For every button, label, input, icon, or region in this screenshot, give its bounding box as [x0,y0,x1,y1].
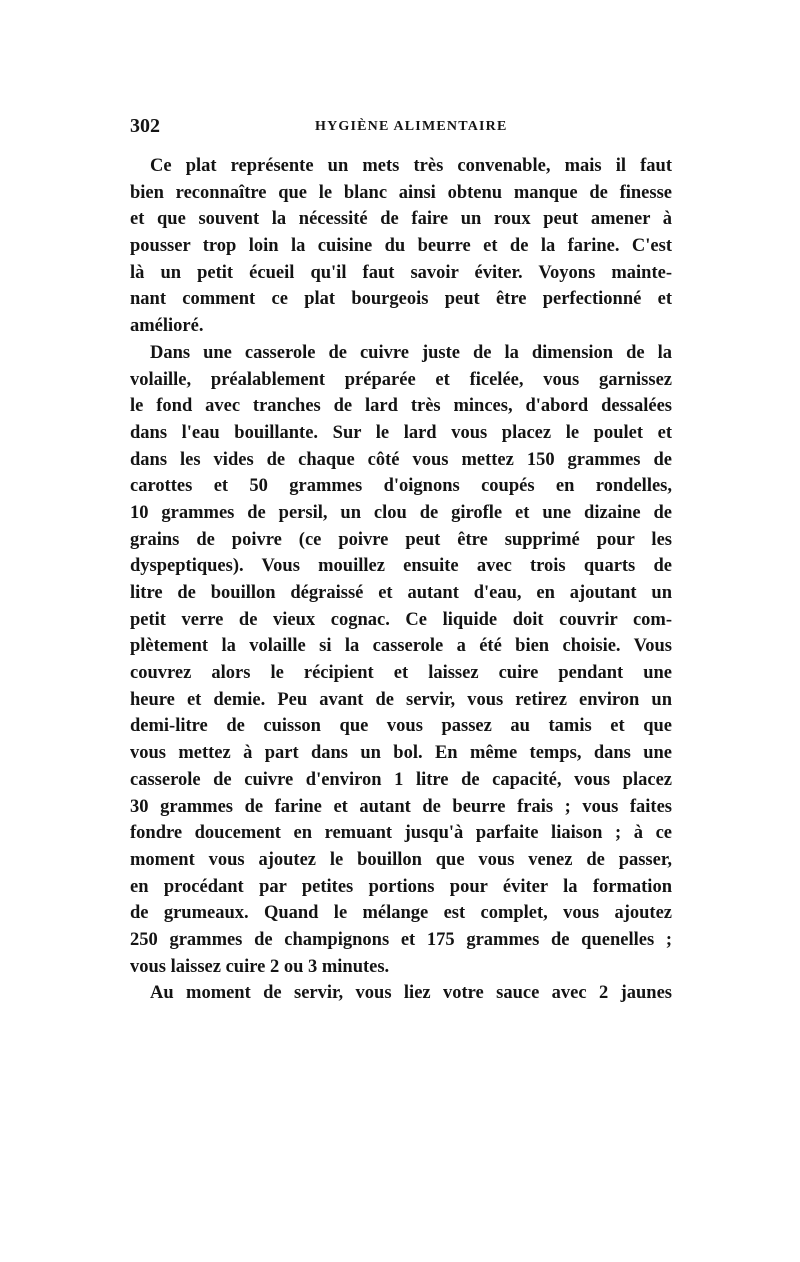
body-text [130,153,672,1007]
text-line: heure et demie. Peu avant de servir, vous retirez environ un [130,689,672,710]
text-line: pousser trop loin la cuisine du beurre et de la farine. C'est [130,236,672,257]
text-line: dans l'eau bouillante. Sur le lard vous placez le poulet et [130,422,672,443]
text-line: vous laissez cuire 2 ou 3 minutes. [130,956,390,977]
text-line: vous mettez à part dans un bol. En même temps, dans une [130,743,672,764]
running-title: HYGIÈNE ALIMENTAIRE [315,119,508,134]
text-line: dyspeptiques). Vous mouillez ensuite avec trois quarts de [130,556,672,577]
text-line: bien reconnaître que le blanc ainsi obtenu manque de finesse [130,182,672,203]
text-line: casserole de cuivre d'environ 1 litre de capacité, vous placez [130,769,672,790]
text-line: et que souvent la nécessité de faire un roux peut amener à [130,209,672,230]
text-line: couvrez alors le récipient et laissez cuire pendant une [130,663,672,684]
text-line: litre de bouillon dégraissé et autant d'eau, en ajoutant un [130,583,672,603]
text-line: fondre doucement en remuant jusqu'à parfaite liaison ; à ce [130,823,672,844]
text-line: moment vous ajoutez le bouillon que vous venez de passer, [130,849,672,870]
text-line: le fond avec tranches de lard très minces, d'abord dessalées [130,396,672,417]
text-line: Dans une casserole de cuivre juste de la dimension de la [150,342,672,363]
text-line: demi-litre de cuisson que vous passez au tamis et que [130,716,672,737]
text-line: 30 grammes de farine et autant de beurre frais ; vous faites [130,796,672,817]
text-line: petit verre de vieux cognac. Ce liquide doit couvrir com- [130,609,672,630]
text-line: 250 grammes de champignons et 175 grammes de quenelles ; [130,929,672,950]
text-line: Ce plat représente un mets très convenable, mais il faut [150,156,672,176]
text-line: de grumeaux. Quand le mélange est complet, vous ajoutez [130,903,672,924]
text-line: plètement la volaille si la casserole a été bien choisie. Vous [130,636,672,657]
text-line: là un petit écueil qu'il faut savoir éviter. Voyons mainte- [130,262,672,283]
text-line: nant comment ce plat bourgeois peut être perfectionné et [130,289,672,310]
text-line: Au moment de servir, vous liez votre sauce avec 2 jaunes [150,983,672,1004]
text-line: volaille, préalablement préparée et ficelée, vous garnissez [130,369,672,390]
text-line: amélioré. [130,316,204,337]
running-head [130,115,672,141]
text-line: 10 grammes de persil, un clou de girofle et une dizaine de [130,502,672,523]
text-line: grains de poivre (ce poivre peut être supprimé pour les [130,529,672,550]
page-number: 302 [130,115,160,137]
text-line: dans les vides de chaque côté vous mettez 150 grammes de [130,449,672,470]
text-line: en procédant par petites portions pour éviter la formation [130,876,672,897]
text-line: carottes et 50 grammes d'oignons coupés en rondelles, [130,476,672,497]
